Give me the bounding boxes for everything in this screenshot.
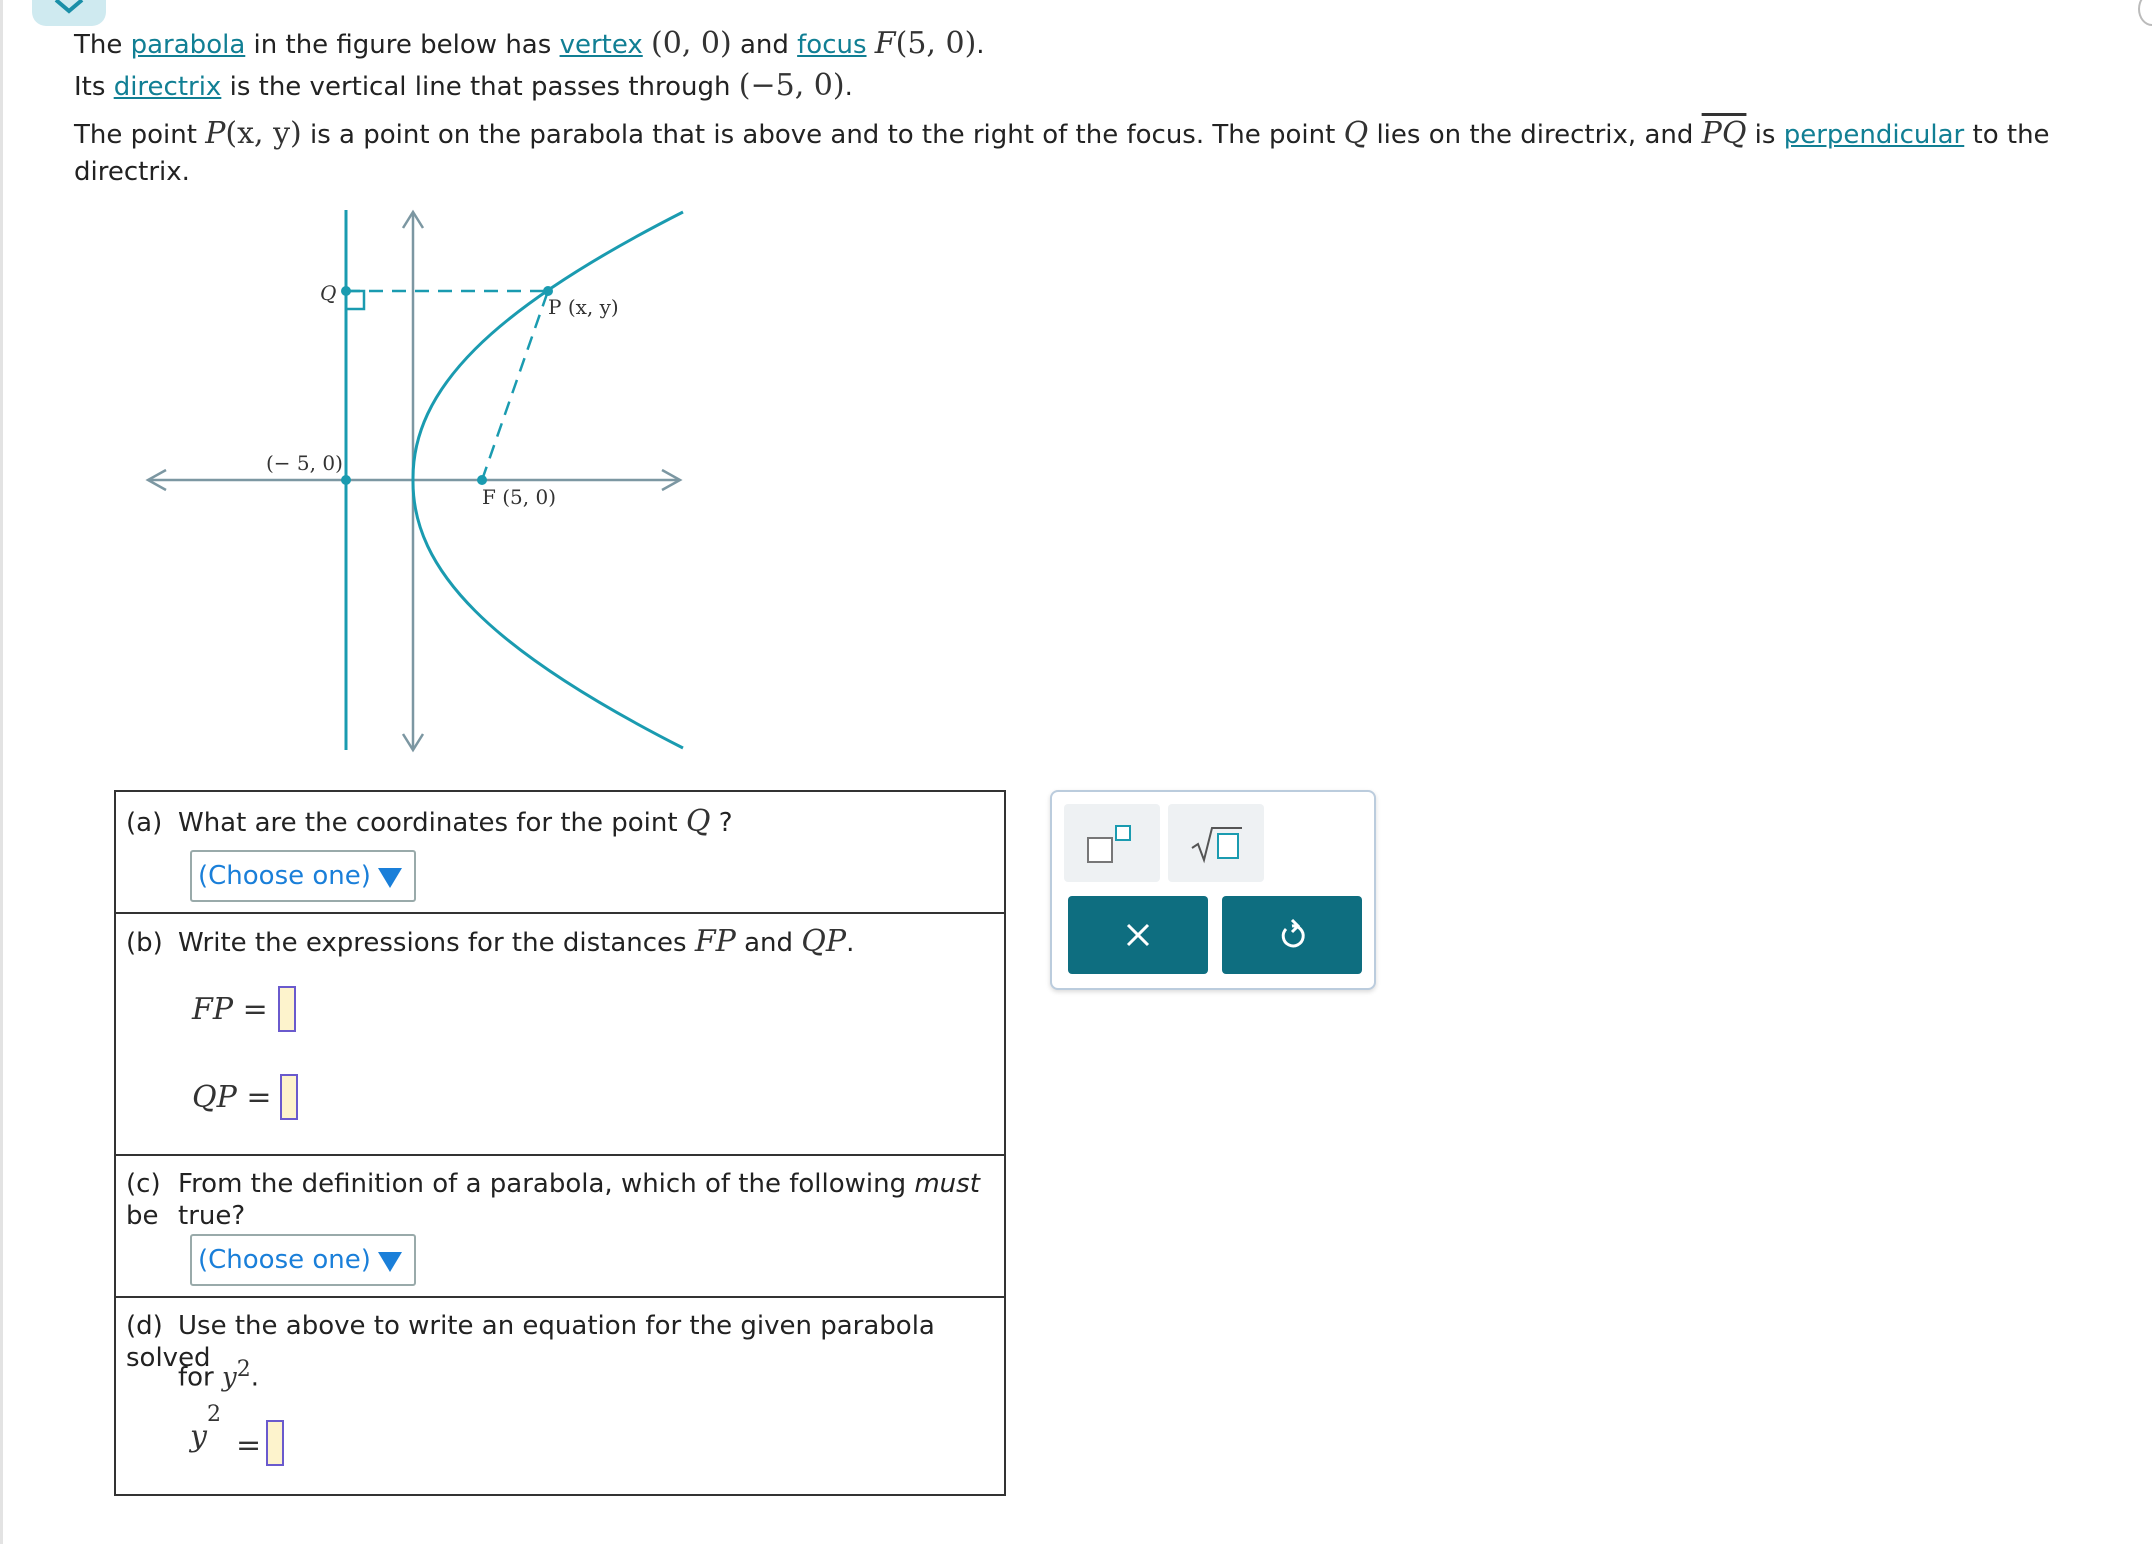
undo-icon xyxy=(1277,919,1307,951)
collapse-tab[interactable] xyxy=(32,0,106,26)
vertex-link[interactable]: vertex xyxy=(559,30,643,60)
focus-label: F (5, 0) xyxy=(482,485,557,509)
superscript-button[interactable] xyxy=(1064,804,1160,882)
p-label: P (x, y) xyxy=(548,295,619,319)
dropdown-arrow-icon xyxy=(378,1252,402,1272)
y-squared-answer-box[interactable] xyxy=(266,1420,284,1466)
fp-equation-label: FP = xyxy=(192,992,268,1027)
question-c xyxy=(116,1156,1004,1298)
superscript-icon xyxy=(1064,804,1160,882)
left-border xyxy=(0,0,3,1544)
question-a xyxy=(116,792,1004,914)
fp-segment xyxy=(482,291,548,480)
intro-line-3: The point P(x, y) is a point on the parabola that is above and to the right of the focus. The point Q lies on the directrix, and $\overline{PQ}$ is perpendicular to the xyxy=(74,116,2050,151)
point-focus xyxy=(477,475,487,485)
square-root-button[interactable] xyxy=(1168,804,1264,882)
parabola-figure xyxy=(130,200,710,760)
edge-circle-icon xyxy=(2138,0,2152,26)
directrix-point-label: (− 5, 0) xyxy=(266,451,343,475)
undo-button[interactable] xyxy=(1222,896,1362,974)
question-d-text-2: for $y^2$. xyxy=(178,1357,259,1393)
question-c-text-2: true? xyxy=(178,1201,246,1231)
question-a-select[interactable]: (Choose one) xyxy=(190,850,416,902)
question-c-text: (c) From the definition of a parabola, which of the following must be xyxy=(126,1169,980,1231)
point-directrix xyxy=(341,475,351,485)
perpendicular-link[interactable]: perpendicular xyxy=(1783,120,1965,150)
intro-line-2: Its directrix is the vertical line that passes through (−5, 0). xyxy=(74,68,853,103)
question-a-text: (a) What are the coordinates for the point Q ? xyxy=(126,804,733,839)
math-palette xyxy=(1050,790,1376,990)
dropdown-arrow-icon xyxy=(378,868,402,888)
focus-link[interactable]: focus xyxy=(797,30,867,60)
question-b-text: (b) Write the expressions for the distances FP and QP. xyxy=(126,924,855,959)
question-b xyxy=(116,914,1004,1156)
y-squared-label: $y^2$ xyxy=(190,1402,221,1454)
x-icon xyxy=(1123,920,1153,950)
square-root-icon xyxy=(1168,804,1264,882)
question-d-text: (d) Use the above to write an equation for the given parabola solved xyxy=(126,1311,935,1373)
d-equals: = xyxy=(236,1428,262,1463)
question-d xyxy=(116,1298,1004,1494)
clear-button[interactable] xyxy=(1068,896,1208,974)
qp-answer-box[interactable] xyxy=(280,1074,298,1120)
question-c-select[interactable]: (Choose one) xyxy=(190,1234,416,1286)
fp-answer-box[interactable] xyxy=(278,986,296,1032)
intro-line-4: directrix. xyxy=(74,157,190,187)
qp-equation-label: QP = xyxy=(192,1080,272,1115)
parabola-link[interactable]: parabola xyxy=(130,30,246,60)
directrix-link[interactable]: directrix xyxy=(113,72,222,102)
q-label: Q xyxy=(320,281,337,305)
chevron-down-icon xyxy=(54,0,84,14)
intro-line-1: The parabola in the figure below has vertex (0, 0) and focus F(5, 0). xyxy=(74,26,985,61)
questions-table xyxy=(114,790,1006,1496)
point-q xyxy=(341,286,351,296)
